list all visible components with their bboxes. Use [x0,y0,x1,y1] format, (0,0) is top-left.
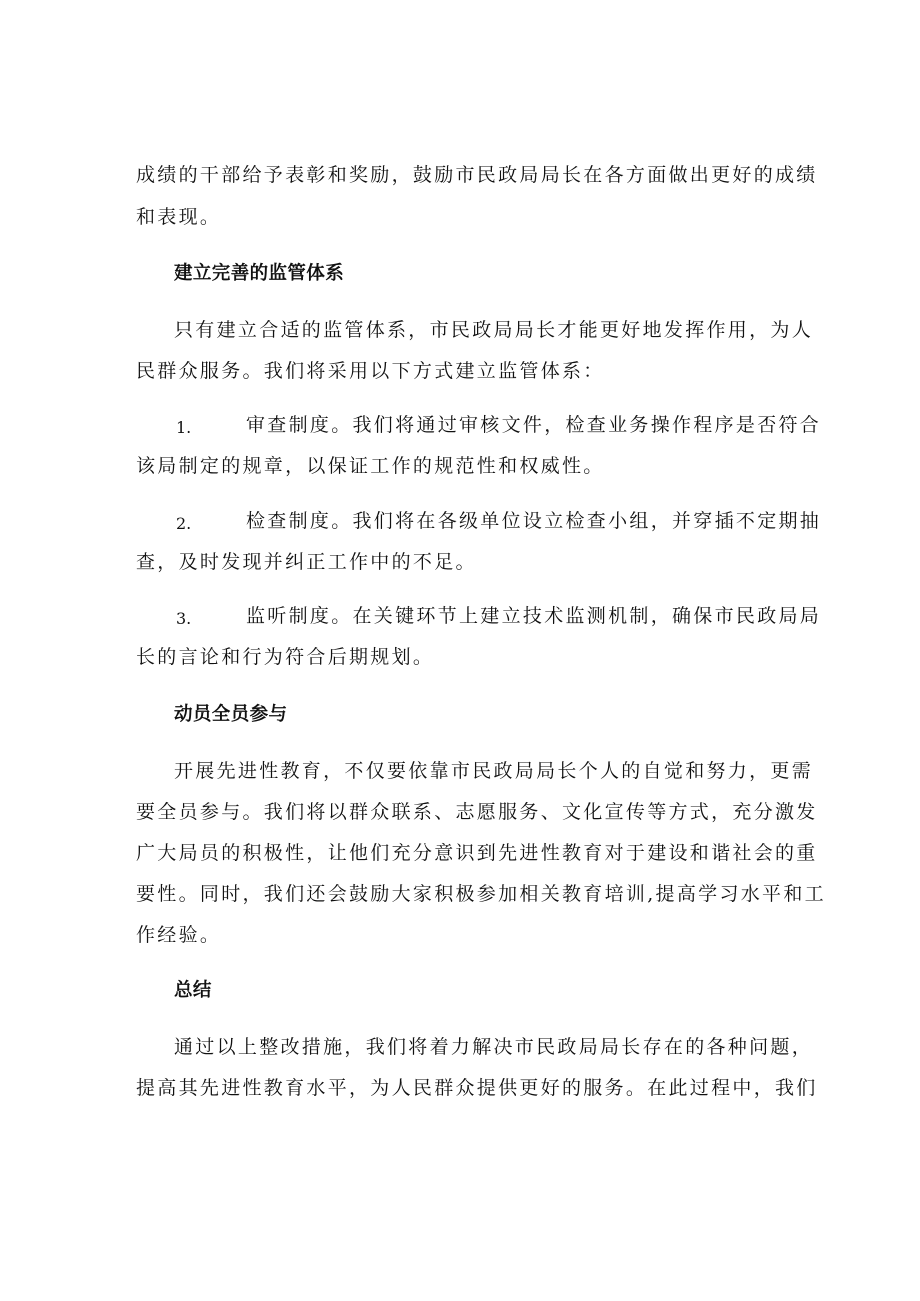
mobilize-paragraph-line-3: 广大局员的积极性，让他们充分意识到先进性教育对于建设和谐社会的重 [136,842,818,864]
intro-line-2: 和表现。 [136,206,222,228]
list-item-text-line-2: 该局制定的规章，以保证工作的规范性和权威性。 [136,455,605,477]
mobilize-paragraph-line-1: 开展先进性教育，不仅要依靠市民政局局长个人的自觉和努力，更需 [174,760,814,782]
mobilize-paragraph-line-5: 作经验。 [136,924,222,946]
list-item-number: 3. [176,609,192,628]
list-item-text-line-1: 检查制度。我们将在各级单位设立检查小组，并穿插不定期抽 [246,510,822,532]
list-item-number: 1. [176,418,192,437]
section-heading-summary: 总结 [174,980,212,1001]
summary-paragraph-line-2: 提高其先进性教育水平，为人民群众提供更好的服务。在此过程中，我们 [136,1077,818,1099]
oversight-paragraph-line-2: 民群众服务。我们将采用以下方式建立监管体系： [136,360,605,382]
list-item-text-line-1: 监听制度。在关键环节上建立技术监测机制，确保市民政局局 [246,605,822,627]
section-heading-oversight: 建立完善的监管体系 [174,263,345,284]
oversight-paragraph-line-1: 只有建立合适的监管体系，市民政局局长才能更好地发挥作用，为人 [174,319,814,341]
section-heading-mobilize: 动员全员参与 [174,704,288,725]
summary-paragraph-line-1: 通过以上整改措施，我们将着力解决市民政局局长存在的各种问题， [174,1036,814,1058]
mobilize-paragraph-line-2: 要全员参与。我们将以群众联系、志愿服务、文化宣传等方式，充分激发 [136,801,818,823]
list-item-text-line-2: 查，及时发现并纠正工作中的不足。 [136,551,477,573]
list-item-number: 2. [176,514,192,533]
list-item-text-line-2: 长的言论和行为符合后期规划。 [136,646,435,668]
mobilize-paragraph-line-4: 要性。同时，我们还会鼓励大家积极参加相关教育培训,提高学习水平和工 [136,883,826,905]
intro-line-1: 成绩的干部给予表彰和奖励，鼓励市民政局局长在各方面做出更好的成绩 [136,164,818,186]
list-item-text-line-1: 审查制度。我们将通过审核文件，检查业务操作程序是否符合 [246,414,822,436]
